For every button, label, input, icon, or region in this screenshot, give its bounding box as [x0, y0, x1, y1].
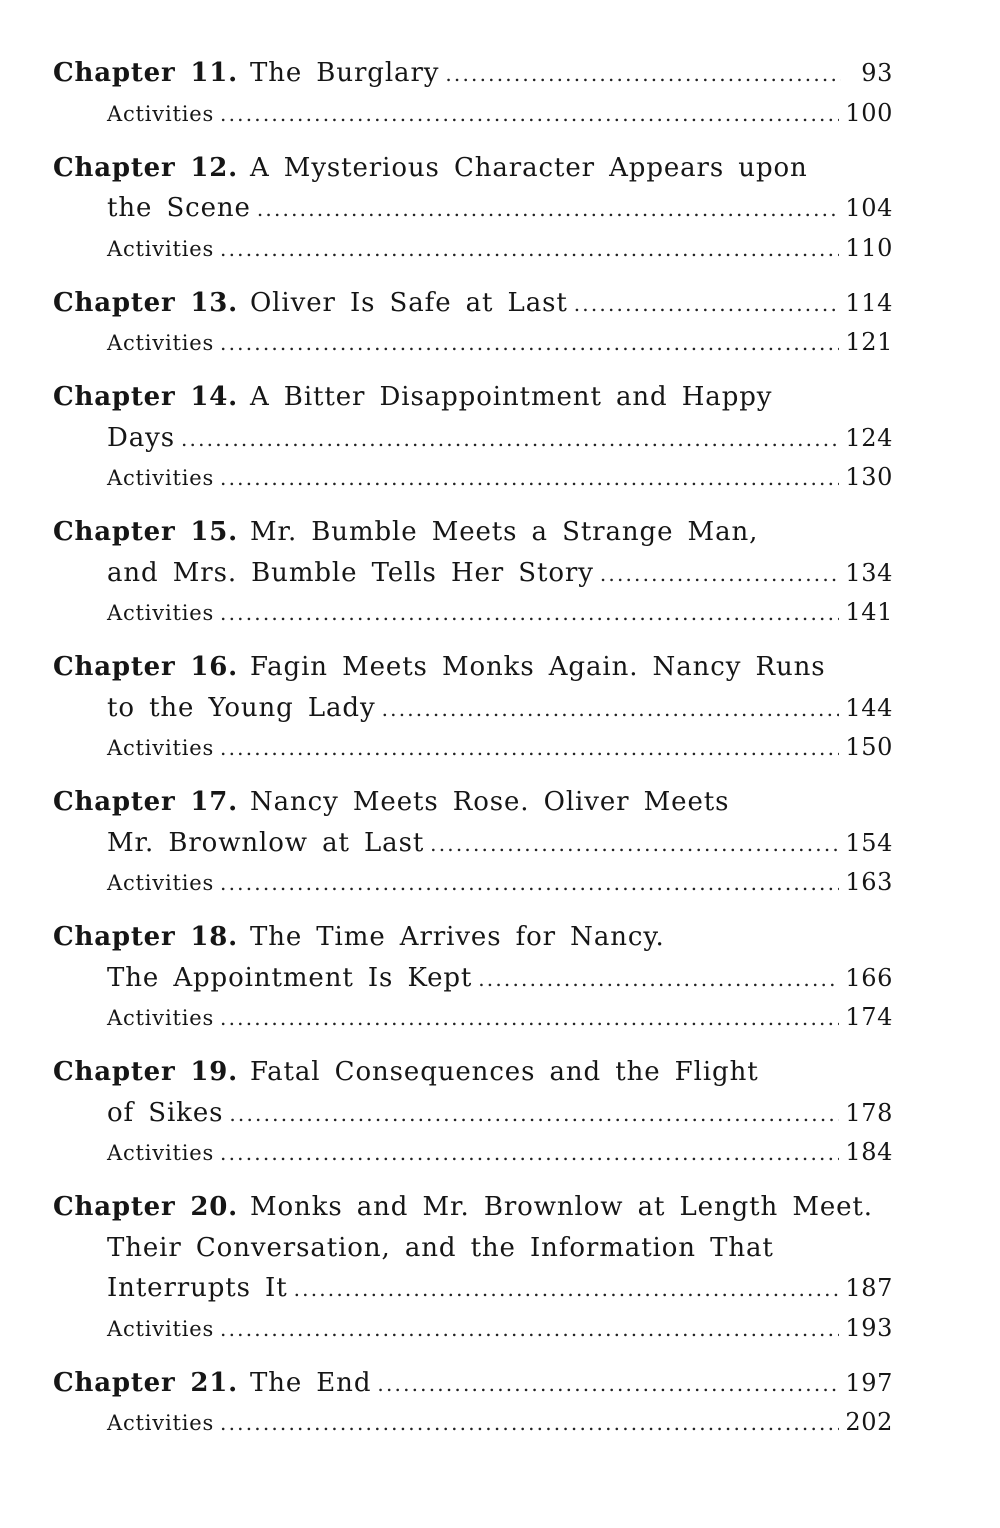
dot-leader	[600, 562, 840, 586]
activities-line	[53, 1408, 893, 1447]
activities-line	[53, 598, 893, 637]
activities-page-number: 174	[845, 1003, 893, 1031]
activities-line	[53, 1314, 893, 1353]
activities-page-number: 130	[845, 463, 893, 491]
activities-page-number: 202	[845, 1408, 893, 1436]
chapter-page-number: 178	[845, 1098, 893, 1127]
chapter-title-line	[53, 828, 893, 869]
chapter-title-line	[53, 423, 893, 464]
activities-line	[53, 868, 893, 907]
activities-label: Activities	[107, 1316, 215, 1341]
chapter-title-text: Oliver Is Safe at Last	[249, 287, 568, 318]
activities-line	[53, 99, 893, 138]
toc-entry	[53, 922, 893, 1042]
chapter-title-text: Their Conversation, and the Information That	[107, 1232, 774, 1263]
chapter-title-text: Fatal Consequences and the Flight	[249, 1057, 759, 1087]
activities-line	[53, 1003, 893, 1042]
chapter-title-text: A Mysterious Character Appears upon	[249, 152, 808, 183]
chapter-title-line	[53, 1368, 893, 1409]
activities-label: Activities	[107, 1006, 215, 1030]
entry-spacer	[53, 138, 893, 153]
dot-leader	[377, 1372, 839, 1396]
chapter-number: Chapter 19.	[53, 1057, 238, 1087]
dot-leader	[294, 1277, 840, 1301]
activities-line	[53, 328, 893, 367]
activities-line	[53, 1138, 893, 1177]
chapter-title-line	[53, 58, 893, 99]
toc-entry	[53, 1057, 893, 1177]
chapter-title-line	[53, 382, 893, 423]
chapter-title-line	[53, 1273, 893, 1314]
toc-entry	[53, 288, 893, 368]
chapter-page-number: 144	[845, 693, 893, 722]
chapter-page-number: 154	[845, 828, 893, 857]
dot-leader	[220, 736, 839, 760]
activities-page-number: 163	[845, 868, 893, 896]
dot-leader	[181, 427, 839, 451]
activities-line	[53, 234, 893, 273]
activities-label: Activities	[107, 871, 215, 895]
activities-page-number: 110	[845, 233, 893, 262]
entry-spacer	[53, 502, 893, 517]
chapter-title-line	[53, 153, 893, 194]
chapter-title-line	[53, 922, 893, 963]
table-of-contents	[53, 58, 893, 1447]
chapter-title-line	[53, 787, 893, 828]
chapter-page-number: 187	[845, 1274, 893, 1302]
chapter-title-text: Interrupts It	[107, 1273, 288, 1303]
chapter-title-text: the Scene	[107, 193, 251, 223]
chapter-number: Chapter 16.	[53, 652, 238, 682]
chapter-number: Chapter 20.	[53, 1192, 238, 1222]
chapter-title-text: Monks and Mr. Brownlow at Length Meet.	[249, 1192, 873, 1222]
activities-page-number: 121	[845, 328, 893, 356]
chapter-title-text: Mr. Bumble Meets a Strange Man,	[249, 517, 759, 547]
chapter-title-text: to the Young Lady	[107, 692, 376, 723]
chapter-title-line	[53, 288, 893, 329]
dot-leader	[220, 331, 839, 355]
activities-label: Activities	[107, 331, 215, 355]
toc-entry	[53, 382, 893, 502]
chapter-page-number: 134	[845, 558, 893, 587]
toc-entry	[53, 58, 893, 138]
chapter-title-line	[53, 517, 893, 558]
chapter-title-text: and Mrs. Bumble Tells Her Story	[107, 557, 594, 588]
toc-entry	[53, 153, 893, 273]
chapter-number: Chapter 12.	[53, 152, 238, 183]
toc-entry	[53, 652, 893, 772]
dot-leader	[220, 871, 839, 895]
entry-spacer	[53, 273, 893, 288]
chapter-title-line	[53, 693, 893, 734]
dot-leader	[220, 1317, 839, 1341]
chapter-page-number: 197	[845, 1368, 893, 1397]
chapter-number: Chapter 17.	[53, 787, 238, 817]
chapter-title-text: Nancy Meets Rose. Oliver Meets	[249, 787, 730, 817]
chapter-number: Chapter 14.	[53, 382, 238, 412]
dot-leader	[220, 1411, 839, 1435]
chapter-title-text: Fagin Meets Monks Again. Nancy Runs	[249, 652, 826, 682]
chapter-number: Chapter 18.	[53, 922, 238, 952]
activities-page-number: 150	[845, 733, 893, 761]
chapter-title-text: Days	[107, 422, 175, 453]
dot-leader	[445, 62, 841, 86]
dot-leader	[220, 466, 839, 490]
entry-spacer	[53, 772, 893, 787]
activities-page-number: 100	[845, 98, 893, 127]
chapter-title-text: The Appointment Is Kept	[107, 962, 473, 993]
dot-leader	[220, 237, 839, 261]
dot-leader	[574, 292, 840, 316]
chapter-title-text: Mr. Brownlow at Last	[107, 827, 425, 858]
toc-entry	[53, 517, 893, 637]
chapter-page-number: 124	[845, 423, 893, 452]
activities-label: Activities	[107, 101, 215, 126]
activities-label: Activities	[107, 736, 215, 760]
activities-page-number: 141	[845, 598, 893, 626]
chapter-title-text: A Bitter Disappointment and Happy	[249, 382, 773, 412]
chapter-number: Chapter 21.	[53, 1367, 238, 1398]
chapter-number: Chapter 13.	[53, 287, 238, 318]
chapter-title-line	[53, 1192, 893, 1233]
dot-leader	[382, 697, 840, 721]
chapter-page-number: 104	[845, 194, 893, 222]
toc-entry	[53, 787, 893, 907]
entry-spacer	[53, 367, 893, 382]
chapter-number: Chapter 11.	[53, 58, 238, 88]
dot-leader	[257, 197, 840, 221]
dot-leader	[220, 1006, 839, 1030]
chapter-page-number: 93	[861, 59, 893, 87]
dot-leader	[220, 601, 839, 625]
activities-label: Activities	[107, 1141, 215, 1165]
entry-spacer	[53, 1177, 893, 1192]
chapter-title-text: The End	[249, 1367, 372, 1398]
dot-leader	[430, 832, 839, 856]
chapter-title-line	[53, 193, 893, 234]
chapter-page-number: 166	[845, 963, 893, 992]
entry-spacer	[53, 1353, 893, 1368]
activities-line	[53, 733, 893, 772]
activities-page-number: 193	[845, 1313, 893, 1342]
activities-label: Activities	[107, 236, 215, 261]
chapter-title-line	[53, 1233, 893, 1274]
activities-page-number: 184	[845, 1138, 893, 1166]
chapter-title-line	[53, 1098, 893, 1139]
activities-line	[53, 463, 893, 502]
chapter-title-text: of Sikes	[107, 1097, 224, 1128]
entry-spacer	[53, 907, 893, 922]
chapter-title-line	[53, 558, 893, 599]
entry-spacer	[53, 1042, 893, 1057]
entry-spacer	[53, 637, 893, 652]
chapter-title-text: The Burglary	[249, 58, 440, 88]
activities-label: Activities	[107, 601, 215, 625]
dot-leader	[478, 967, 839, 991]
chapter-number: Chapter 15.	[53, 517, 238, 547]
chapter-title-line	[53, 963, 893, 1004]
activities-label: Activities	[107, 466, 215, 490]
chapter-page-number: 114	[845, 288, 893, 317]
dot-leader	[229, 1102, 839, 1126]
toc-entry	[53, 1192, 893, 1353]
dot-leader	[220, 1141, 839, 1165]
activities-label: Activities	[107, 1411, 215, 1435]
chapter-title-line	[53, 1057, 893, 1098]
chapter-title-text: The Time Arrives for Nancy.	[249, 922, 665, 952]
dot-leader	[220, 102, 839, 126]
toc-entry	[53, 1368, 893, 1448]
chapter-title-line	[53, 652, 893, 693]
